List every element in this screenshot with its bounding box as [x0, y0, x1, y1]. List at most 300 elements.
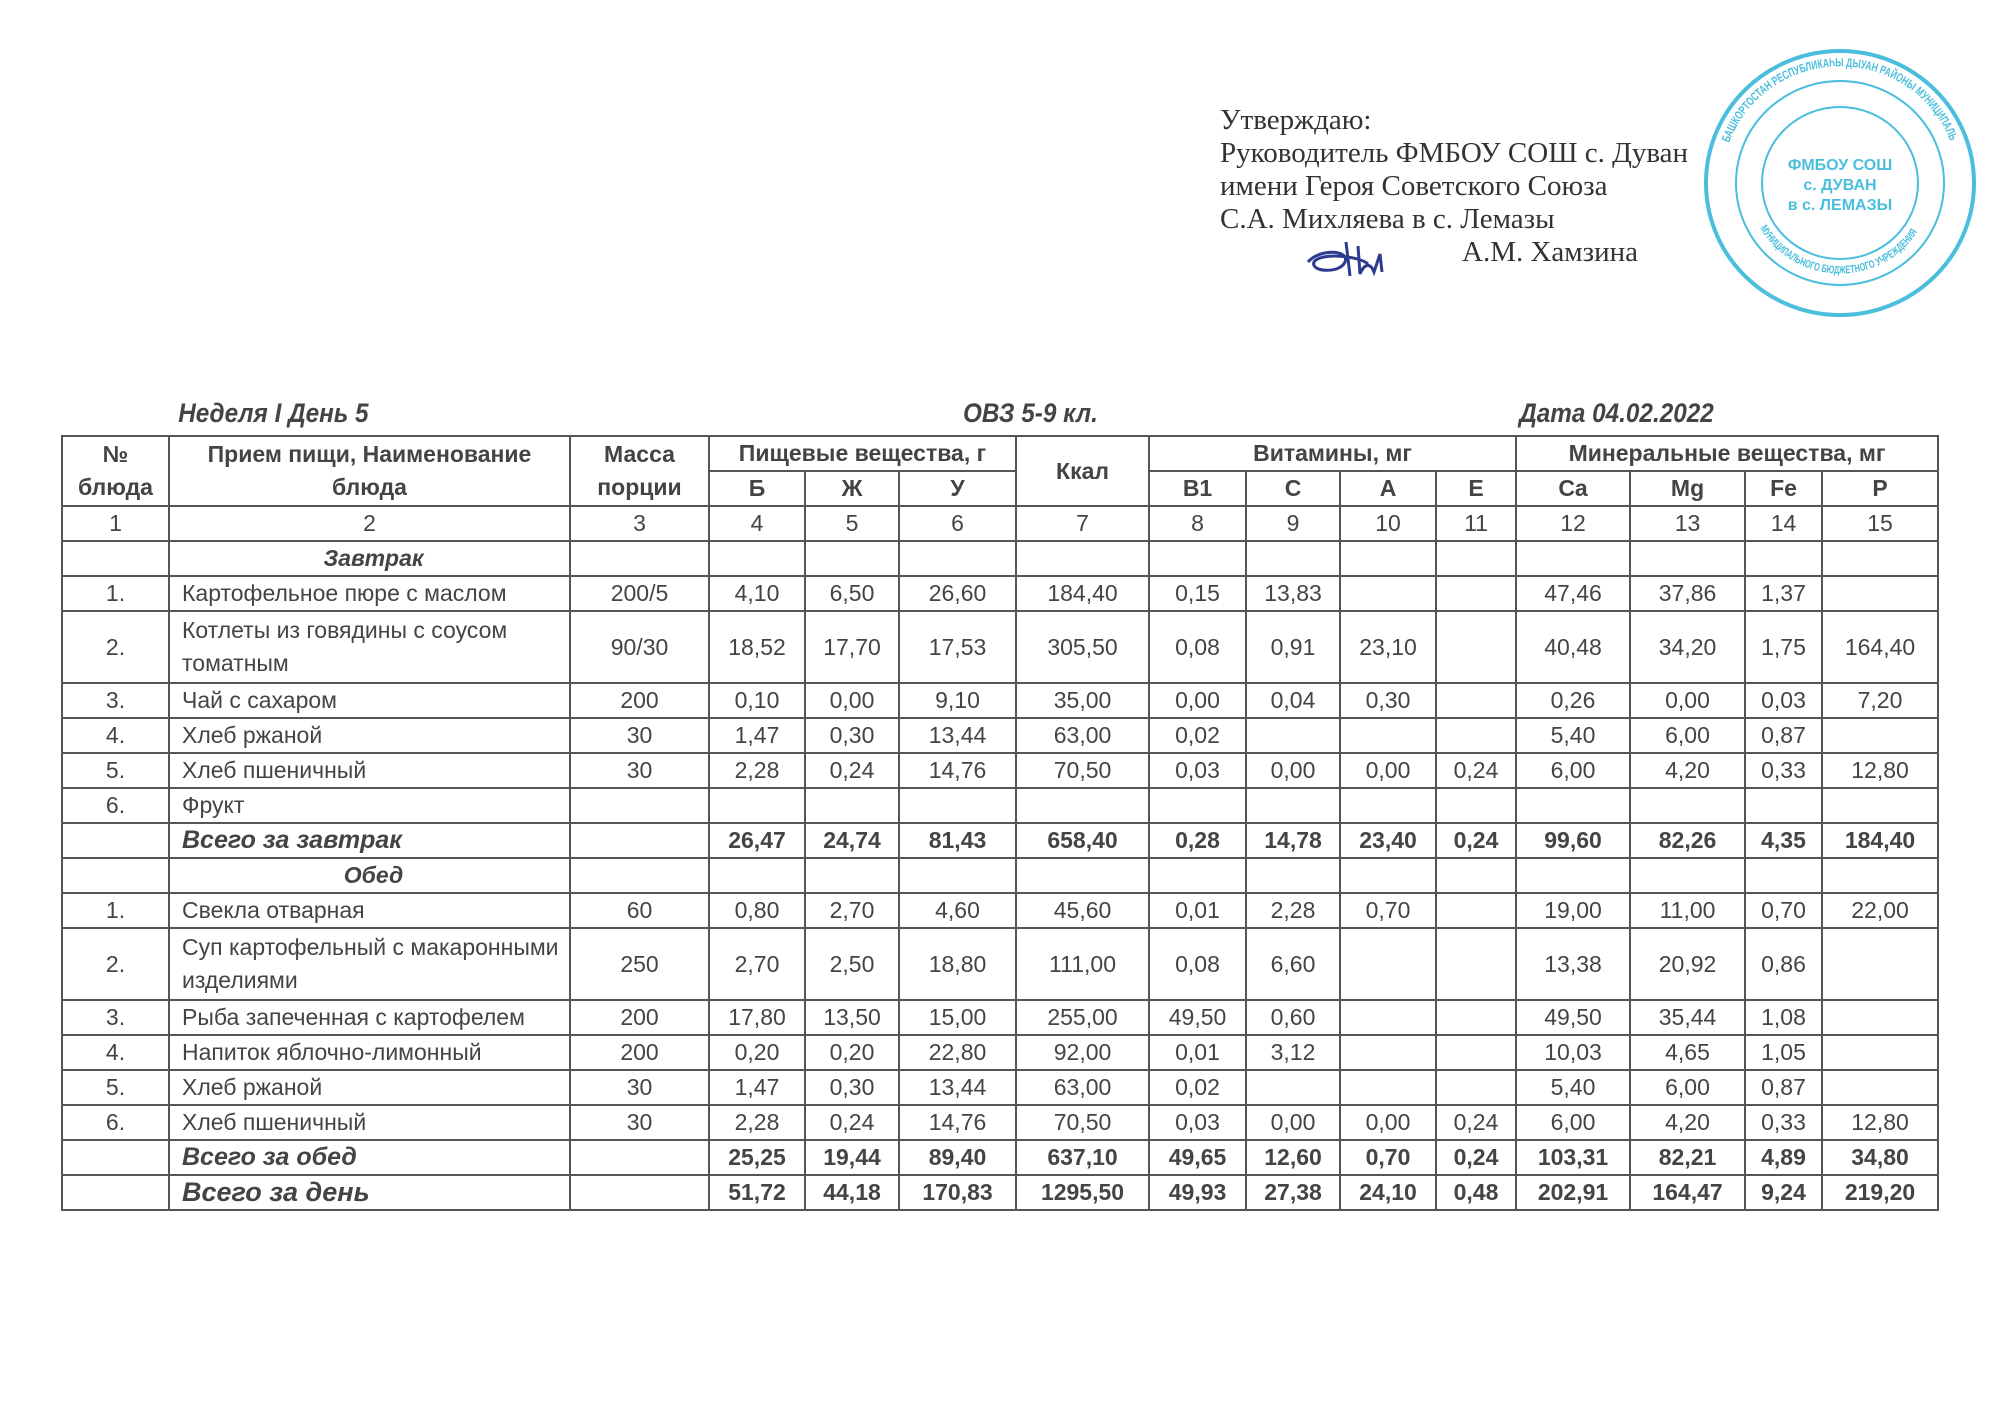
table-row	[62, 788, 1938, 823]
cell-kcal: 35,00	[1016, 683, 1149, 718]
cell-iron: 1,08	[1745, 1000, 1822, 1035]
cell-vitamin-b1: 49,93	[1149, 1175, 1246, 1210]
column-number: 1	[62, 506, 169, 541]
cell-iron: 9,24	[1745, 1175, 1822, 1210]
cell-magnesium: 82,26	[1630, 823, 1745, 858]
cell-portion-mass	[570, 541, 709, 576]
cell-calcium: 99,60	[1516, 823, 1630, 858]
cell-vitamin-e: 0,24	[1436, 823, 1516, 858]
approval-heading: Утверждаю:	[1220, 104, 1372, 136]
cell-vitamin-a: 24,10	[1340, 1175, 1436, 1210]
stamp-center-line: в с. ЛЕМАЗЫ	[1787, 197, 1893, 214]
cell-vitamin-e	[1436, 718, 1516, 753]
cell-protein	[709, 541, 805, 576]
cell-fat	[805, 541, 899, 576]
cell-carbs: 18,80	[899, 928, 1016, 1000]
total-row	[62, 1140, 1938, 1175]
cell-vitamin-a	[1340, 858, 1436, 893]
cell-fat: 2,50	[805, 928, 899, 1000]
cell-fat	[805, 788, 899, 823]
cell-dish-name: Свекла отварная	[169, 893, 570, 928]
approval-school-name: имени Героя Советского Союза	[1220, 170, 1608, 202]
cell-portion-mass: 30	[570, 1105, 709, 1140]
cell-calcium: 103,31	[1516, 1140, 1630, 1175]
cell-vitamin-b1: 0,01	[1149, 893, 1246, 928]
cell-magnesium: 0,00	[1630, 683, 1745, 718]
approval-block	[1220, 104, 1688, 269]
column-number: 4	[709, 506, 805, 541]
header-ca: Ca	[1516, 471, 1630, 506]
header-dish-name: Прием пищи, Наименование блюда	[169, 436, 570, 506]
cell-vitamin-a: 0,70	[1340, 1140, 1436, 1175]
cell-iron: 0,86	[1745, 928, 1822, 1000]
cell-portion-mass	[570, 1140, 709, 1175]
cell-dish-number: 3.	[62, 1000, 169, 1035]
cell-portion-mass	[570, 823, 709, 858]
header-a: A	[1340, 471, 1436, 506]
cell-protein: 4,10	[709, 576, 805, 611]
cell-fat: 0,20	[805, 1035, 899, 1070]
cell-vitamin-b1	[1149, 541, 1246, 576]
cell-kcal: 45,60	[1016, 893, 1149, 928]
header-у: У	[899, 471, 1016, 506]
cell-iron: 0,33	[1745, 753, 1822, 788]
cell-vitamin-e	[1436, 928, 1516, 1000]
cell-iron: 0,70	[1745, 893, 1822, 928]
cell-protein: 17,80	[709, 1000, 805, 1035]
table-row	[62, 1070, 1938, 1105]
cell-fat: 24,74	[805, 823, 899, 858]
cell-kcal: 1295,50	[1016, 1175, 1149, 1210]
cell-magnesium: 4,20	[1630, 1105, 1745, 1140]
cell-carbs: 170,83	[899, 1175, 1016, 1210]
cell-vitamin-c	[1246, 1070, 1340, 1105]
cell-carbs: 22,80	[899, 1035, 1016, 1070]
cell-vitamin-a: 23,40	[1340, 823, 1436, 858]
cell-vitamin-b1: 0,08	[1149, 611, 1246, 683]
cell-calcium	[1516, 858, 1630, 893]
cell-dish-number: 2.	[62, 928, 169, 1000]
cell-dish-number: 4.	[62, 1035, 169, 1070]
cell-portion-mass: 200	[570, 683, 709, 718]
cell-kcal: 184,40	[1016, 576, 1149, 611]
stamp-center-line: ФМБОУ СОШ	[1787, 157, 1893, 174]
cell-kcal: 70,50	[1016, 1105, 1149, 1140]
cell-iron	[1745, 858, 1822, 893]
cell-portion-mass	[570, 788, 709, 823]
cell-dish-name: Хлеб пшеничный	[169, 753, 570, 788]
cell-dish-number	[62, 1175, 169, 1210]
cell-vitamin-b1: 0,03	[1149, 753, 1246, 788]
cell-dish-number: 1.	[62, 893, 169, 928]
cell-phosphorus	[1822, 576, 1938, 611]
cell-phosphorus: 184,40	[1822, 823, 1938, 858]
cell-dish-name: Суп картофельный с макаронными изделиями	[169, 928, 570, 1000]
cell-vitamin-e	[1436, 1035, 1516, 1070]
cell-fat: 19,44	[805, 1140, 899, 1175]
table-row	[62, 1000, 1938, 1035]
column-number: 5	[805, 506, 899, 541]
cell-iron	[1745, 541, 1822, 576]
cell-kcal: 63,00	[1016, 1070, 1149, 1105]
cell-dish-name: Фрукт	[169, 788, 570, 823]
cell-protein: 0,20	[709, 1035, 805, 1070]
cell-iron: 4,35	[1745, 823, 1822, 858]
cell-kcal	[1016, 788, 1149, 823]
cell-iron: 0,03	[1745, 683, 1822, 718]
signature-icon	[1300, 236, 1410, 280]
table-row	[62, 1105, 1938, 1140]
cell-vitamin-e	[1436, 788, 1516, 823]
cell-vitamin-e	[1436, 683, 1516, 718]
cell-magnesium: 4,65	[1630, 1035, 1745, 1070]
cell-vitamin-c: 13,83	[1246, 576, 1340, 611]
cell-kcal: 658,40	[1016, 823, 1149, 858]
column-number: 15	[1822, 506, 1938, 541]
cell-dish-number: 5.	[62, 753, 169, 788]
column-number: 2	[169, 506, 570, 541]
cell-vitamin-b1: 0,00	[1149, 683, 1246, 718]
cell-protein: 1,47	[709, 1070, 805, 1105]
cell-calcium: 40,48	[1516, 611, 1630, 683]
cell-calcium: 13,38	[1516, 928, 1630, 1000]
cell-phosphorus: 219,20	[1822, 1175, 1938, 1210]
table-row	[62, 683, 1938, 718]
cell-fat: 0,24	[805, 1105, 899, 1140]
section-row	[62, 541, 1938, 576]
cell-kcal	[1016, 541, 1149, 576]
approval-signer: А.М. Хамзина	[1462, 236, 1639, 268]
cell-vitamin-a: 0,00	[1340, 753, 1436, 788]
section-row	[62, 858, 1938, 893]
cell-vitamin-c: 0,00	[1246, 1105, 1340, 1140]
cell-dish-number: 6.	[62, 788, 169, 823]
cell-dish-number: 4.	[62, 718, 169, 753]
cell-portion-mass: 200/5	[570, 576, 709, 611]
cell-vitamin-b1	[1149, 858, 1246, 893]
cell-dish-number: 5.	[62, 1070, 169, 1105]
cell-fat: 0,00	[805, 683, 899, 718]
cell-dish-name: Картофельное пюре с маслом	[169, 576, 570, 611]
table-row	[62, 928, 1938, 1000]
date-label: Дата 04.02.2022	[1519, 398, 1714, 428]
cell-vitamin-c: 0,00	[1246, 753, 1340, 788]
cell-dish-number	[62, 541, 169, 576]
cell-dish-name: Напиток яблочно-лимонный	[169, 1035, 570, 1070]
cell-protein: 2,70	[709, 928, 805, 1000]
cell-calcium: 5,40	[1516, 1070, 1630, 1105]
total-row	[62, 1175, 1938, 1210]
cell-vitamin-b1: 0,08	[1149, 928, 1246, 1000]
cell-iron: 1,37	[1745, 576, 1822, 611]
total-row	[62, 823, 1938, 858]
cell-protein: 51,72	[709, 1175, 805, 1210]
cell-fat: 44,18	[805, 1175, 899, 1210]
cell-vitamin-a: 0,70	[1340, 893, 1436, 928]
cell-fat: 2,70	[805, 893, 899, 928]
cell-magnesium	[1630, 858, 1745, 893]
header-c: C	[1246, 471, 1340, 506]
cell-magnesium: 35,44	[1630, 1000, 1745, 1035]
cell-vitamin-e	[1436, 541, 1516, 576]
cell-phosphorus: 12,80	[1822, 1105, 1938, 1140]
header-minerals: Минеральные вещества, мг	[1516, 436, 1938, 471]
school-stamp-icon	[1700, 46, 1980, 321]
cell-magnesium: 11,00	[1630, 893, 1745, 928]
cell-protein: 2,28	[709, 753, 805, 788]
cell-carbs: 14,76	[899, 753, 1016, 788]
cell-vitamin-a	[1340, 718, 1436, 753]
cell-vitamin-c	[1246, 788, 1340, 823]
cell-protein	[709, 788, 805, 823]
cell-calcium: 5,40	[1516, 718, 1630, 753]
cell-fat: 17,70	[805, 611, 899, 683]
cell-vitamin-c: 0,04	[1246, 683, 1340, 718]
stamp-center-line: с. ДУВАН	[1803, 177, 1877, 194]
cell-portion-mass: 200	[570, 1000, 709, 1035]
cell-kcal: 305,50	[1016, 611, 1149, 683]
table-row	[62, 1035, 1938, 1070]
cell-magnesium	[1630, 541, 1745, 576]
cell-phosphorus: 34,80	[1822, 1140, 1938, 1175]
cell-phosphorus: 7,20	[1822, 683, 1938, 718]
cell-kcal: 92,00	[1016, 1035, 1149, 1070]
cell-calcium: 47,46	[1516, 576, 1630, 611]
column-number: 10	[1340, 506, 1436, 541]
cell-vitamin-e: 0,24	[1436, 1105, 1516, 1140]
cell-vitamin-a	[1340, 541, 1436, 576]
cell-vitamin-a	[1340, 576, 1436, 611]
cell-vitamin-b1: 0,02	[1149, 718, 1246, 753]
cell-carbs: 89,40	[899, 1140, 1016, 1175]
cell-vitamin-a	[1340, 788, 1436, 823]
cell-magnesium	[1630, 788, 1745, 823]
cell-vitamin-c: 14,78	[1246, 823, 1340, 858]
cell-vitamin-c: 0,60	[1246, 1000, 1340, 1035]
cell-phosphorus	[1822, 1035, 1938, 1070]
cell-vitamin-b1	[1149, 788, 1246, 823]
cell-vitamin-e	[1436, 576, 1516, 611]
column-number: 8	[1149, 506, 1246, 541]
column-number: 9	[1246, 506, 1340, 541]
cell-carbs: 13,44	[899, 1070, 1016, 1105]
cell-iron: 0,33	[1745, 1105, 1822, 1140]
cell-magnesium: 4,20	[1630, 753, 1745, 788]
cell-fat	[805, 858, 899, 893]
cell-fat: 6,50	[805, 576, 899, 611]
table-row	[62, 576, 1938, 611]
cell-fat: 0,30	[805, 1070, 899, 1105]
header-nutrients: Пищевые вещества, г	[709, 436, 1016, 471]
cell-calcium: 0,26	[1516, 683, 1630, 718]
cell-carbs	[899, 541, 1016, 576]
cell-phosphorus: 22,00	[1822, 893, 1938, 928]
cell-protein: 26,47	[709, 823, 805, 858]
cell-portion-mass: 30	[570, 753, 709, 788]
cell-dish-name: Рыба запеченная с картофелем	[169, 1000, 570, 1035]
cell-magnesium: 20,92	[1630, 928, 1745, 1000]
group-label: ОВЗ 5-9 кл.	[963, 398, 1098, 428]
cell-vitamin-c: 12,60	[1246, 1140, 1340, 1175]
cell-vitamin-a	[1340, 1035, 1436, 1070]
cell-portion-mass	[570, 858, 709, 893]
column-number: 7	[1016, 506, 1149, 541]
cell-vitamin-a: 0,30	[1340, 683, 1436, 718]
cell-carbs: 9,10	[899, 683, 1016, 718]
cell-dish-number: 2.	[62, 611, 169, 683]
table-row	[62, 718, 1938, 753]
cell-dish-name: Завтрак	[169, 541, 570, 576]
cell-dish-number: 1.	[62, 576, 169, 611]
cell-carbs: 14,76	[899, 1105, 1016, 1140]
cell-magnesium: 6,00	[1630, 718, 1745, 753]
header-portion-mass: Масса порции	[570, 436, 709, 506]
cell-dish-name: Всего за завтрак	[169, 823, 570, 858]
column-number-row	[62, 506, 1938, 541]
cell-magnesium: 6,00	[1630, 1070, 1745, 1105]
header-ж: Ж	[805, 471, 899, 506]
cell-protein: 25,25	[709, 1140, 805, 1175]
cell-dish-number	[62, 823, 169, 858]
cell-vitamin-b1: 0,02	[1149, 1070, 1246, 1105]
stamp-inner-text: МУНИЦИПАЛЬНОГО БЮДЖЕТНОГО УЧРЕЖДЕНИЯ	[1757, 223, 1922, 277]
cell-vitamin-c: 6,60	[1246, 928, 1340, 1000]
cell-kcal: 637,10	[1016, 1140, 1149, 1175]
column-number: 13	[1630, 506, 1745, 541]
cell-iron: 1,75	[1745, 611, 1822, 683]
cell-vitamin-b1: 49,65	[1149, 1140, 1246, 1175]
cell-carbs: 4,60	[899, 893, 1016, 928]
cell-phosphorus: 164,40	[1822, 611, 1938, 683]
cell-magnesium: 164,47	[1630, 1175, 1745, 1210]
cell-vitamin-c: 0,91	[1246, 611, 1340, 683]
cell-portion-mass: 60	[570, 893, 709, 928]
cell-vitamin-b1: 0,01	[1149, 1035, 1246, 1070]
cell-dish-name: Хлеб ржаной	[169, 718, 570, 753]
cell-calcium	[1516, 788, 1630, 823]
cell-vitamin-e: 0,24	[1436, 1140, 1516, 1175]
cell-kcal: 255,00	[1016, 1000, 1149, 1035]
cell-calcium: 6,00	[1516, 1105, 1630, 1140]
menu-title-bar	[0, 398, 1800, 434]
cell-vitamin-b1: 0,03	[1149, 1105, 1246, 1140]
approval-school-location: С.А. Михляева в с. Лемазы	[1220, 203, 1555, 235]
cell-dish-number	[62, 1140, 169, 1175]
cell-kcal: 111,00	[1016, 928, 1149, 1000]
cell-protein: 0,10	[709, 683, 805, 718]
cell-vitamin-e: 0,24	[1436, 753, 1516, 788]
cell-magnesium: 37,86	[1630, 576, 1745, 611]
cell-dish-number	[62, 858, 169, 893]
cell-kcal: 70,50	[1016, 753, 1149, 788]
header-mg: Mg	[1630, 471, 1745, 506]
cell-iron: 0,87	[1745, 718, 1822, 753]
column-number: 11	[1436, 506, 1516, 541]
cell-vitamin-a	[1340, 1000, 1436, 1035]
cell-iron: 4,89	[1745, 1140, 1822, 1175]
cell-vitamin-b1: 49,50	[1149, 1000, 1246, 1035]
table-row	[62, 753, 1938, 788]
cell-iron: 1,05	[1745, 1035, 1822, 1070]
cell-carbs: 13,44	[899, 718, 1016, 753]
cell-vitamin-e: 0,48	[1436, 1175, 1516, 1210]
cell-portion-mass: 200	[570, 1035, 709, 1070]
cell-portion-mass	[570, 1175, 709, 1210]
svg-text:БАШКОРТОСТАН РЕСПУБЛИКАҺЫ ДЫУА	[1719, 55, 1961, 144]
cell-protein: 0,80	[709, 893, 805, 928]
cell-dish-name: Чай с сахаром	[169, 683, 570, 718]
cell-portion-mass: 30	[570, 718, 709, 753]
cell-dish-name: Хлеб ржаной	[169, 1070, 570, 1105]
cell-protein: 2,28	[709, 1105, 805, 1140]
cell-phosphorus: 12,80	[1822, 753, 1938, 788]
header-e: E	[1436, 471, 1516, 506]
cell-protein	[709, 858, 805, 893]
cell-calcium	[1516, 541, 1630, 576]
header-б: Б	[709, 471, 805, 506]
cell-vitamin-c: 27,38	[1246, 1175, 1340, 1210]
cell-dish-number: 6.	[62, 1105, 169, 1140]
cell-portion-mass: 250	[570, 928, 709, 1000]
cell-vitamin-c	[1246, 858, 1340, 893]
cell-vitamin-a	[1340, 1070, 1436, 1105]
cell-vitamin-e	[1436, 893, 1516, 928]
cell-kcal	[1016, 858, 1149, 893]
table-row	[62, 893, 1938, 928]
column-number: 14	[1745, 506, 1822, 541]
stamp-outer-text: БАШКОРТОСТАН РЕСПУБЛИКАҺЫ ДЫУАН РАЙОНЫ МУНИЦИПАЛЬ	[1718, 55, 1962, 145]
cell-carbs: 26,60	[899, 576, 1016, 611]
cell-phosphorus	[1822, 928, 1938, 1000]
cell-vitamin-e	[1436, 1070, 1516, 1105]
header-dish-number: № блюда	[62, 436, 169, 506]
header-p: P	[1822, 471, 1938, 506]
cell-phosphorus	[1822, 718, 1938, 753]
cell-protein: 1,47	[709, 718, 805, 753]
cell-calcium: 202,91	[1516, 1175, 1630, 1210]
cell-portion-mass: 30	[570, 1070, 709, 1105]
header-vitamins: Витамины, мг	[1149, 436, 1516, 471]
column-number: 6	[899, 506, 1016, 541]
cell-magnesium: 82,21	[1630, 1140, 1745, 1175]
cell-kcal: 63,00	[1016, 718, 1149, 753]
cell-carbs: 81,43	[899, 823, 1016, 858]
cell-dish-name: Хлеб пшеничный	[169, 1105, 570, 1140]
cell-dish-name: Всего за обед	[169, 1140, 570, 1175]
cell-vitamin-c: 3,12	[1246, 1035, 1340, 1070]
cell-vitamin-a: 0,00	[1340, 1105, 1436, 1140]
cell-phosphorus	[1822, 1070, 1938, 1105]
cell-calcium: 10,03	[1516, 1035, 1630, 1070]
column-number: 12	[1516, 506, 1630, 541]
table-row	[62, 611, 1938, 683]
approval-position: Руководитель ФМБОУ СОШ с. Дуван	[1220, 137, 1689, 169]
cell-dish-name: Всего за день	[169, 1175, 570, 1210]
cell-portion-mass: 90/30	[570, 611, 709, 683]
cell-protein: 18,52	[709, 611, 805, 683]
cell-iron: 0,87	[1745, 1070, 1822, 1105]
header-kcal: Ккал	[1016, 436, 1149, 506]
cell-iron	[1745, 788, 1822, 823]
cell-fat: 13,50	[805, 1000, 899, 1035]
cell-carbs	[899, 858, 1016, 893]
cell-phosphorus	[1822, 1000, 1938, 1035]
cell-vitamin-c	[1246, 718, 1340, 753]
cell-dish-name: Котлеты из говядины с соусом томатным	[169, 611, 570, 683]
cell-calcium: 49,50	[1516, 1000, 1630, 1035]
cell-vitamin-e	[1436, 858, 1516, 893]
cell-vitamin-a: 23,10	[1340, 611, 1436, 683]
